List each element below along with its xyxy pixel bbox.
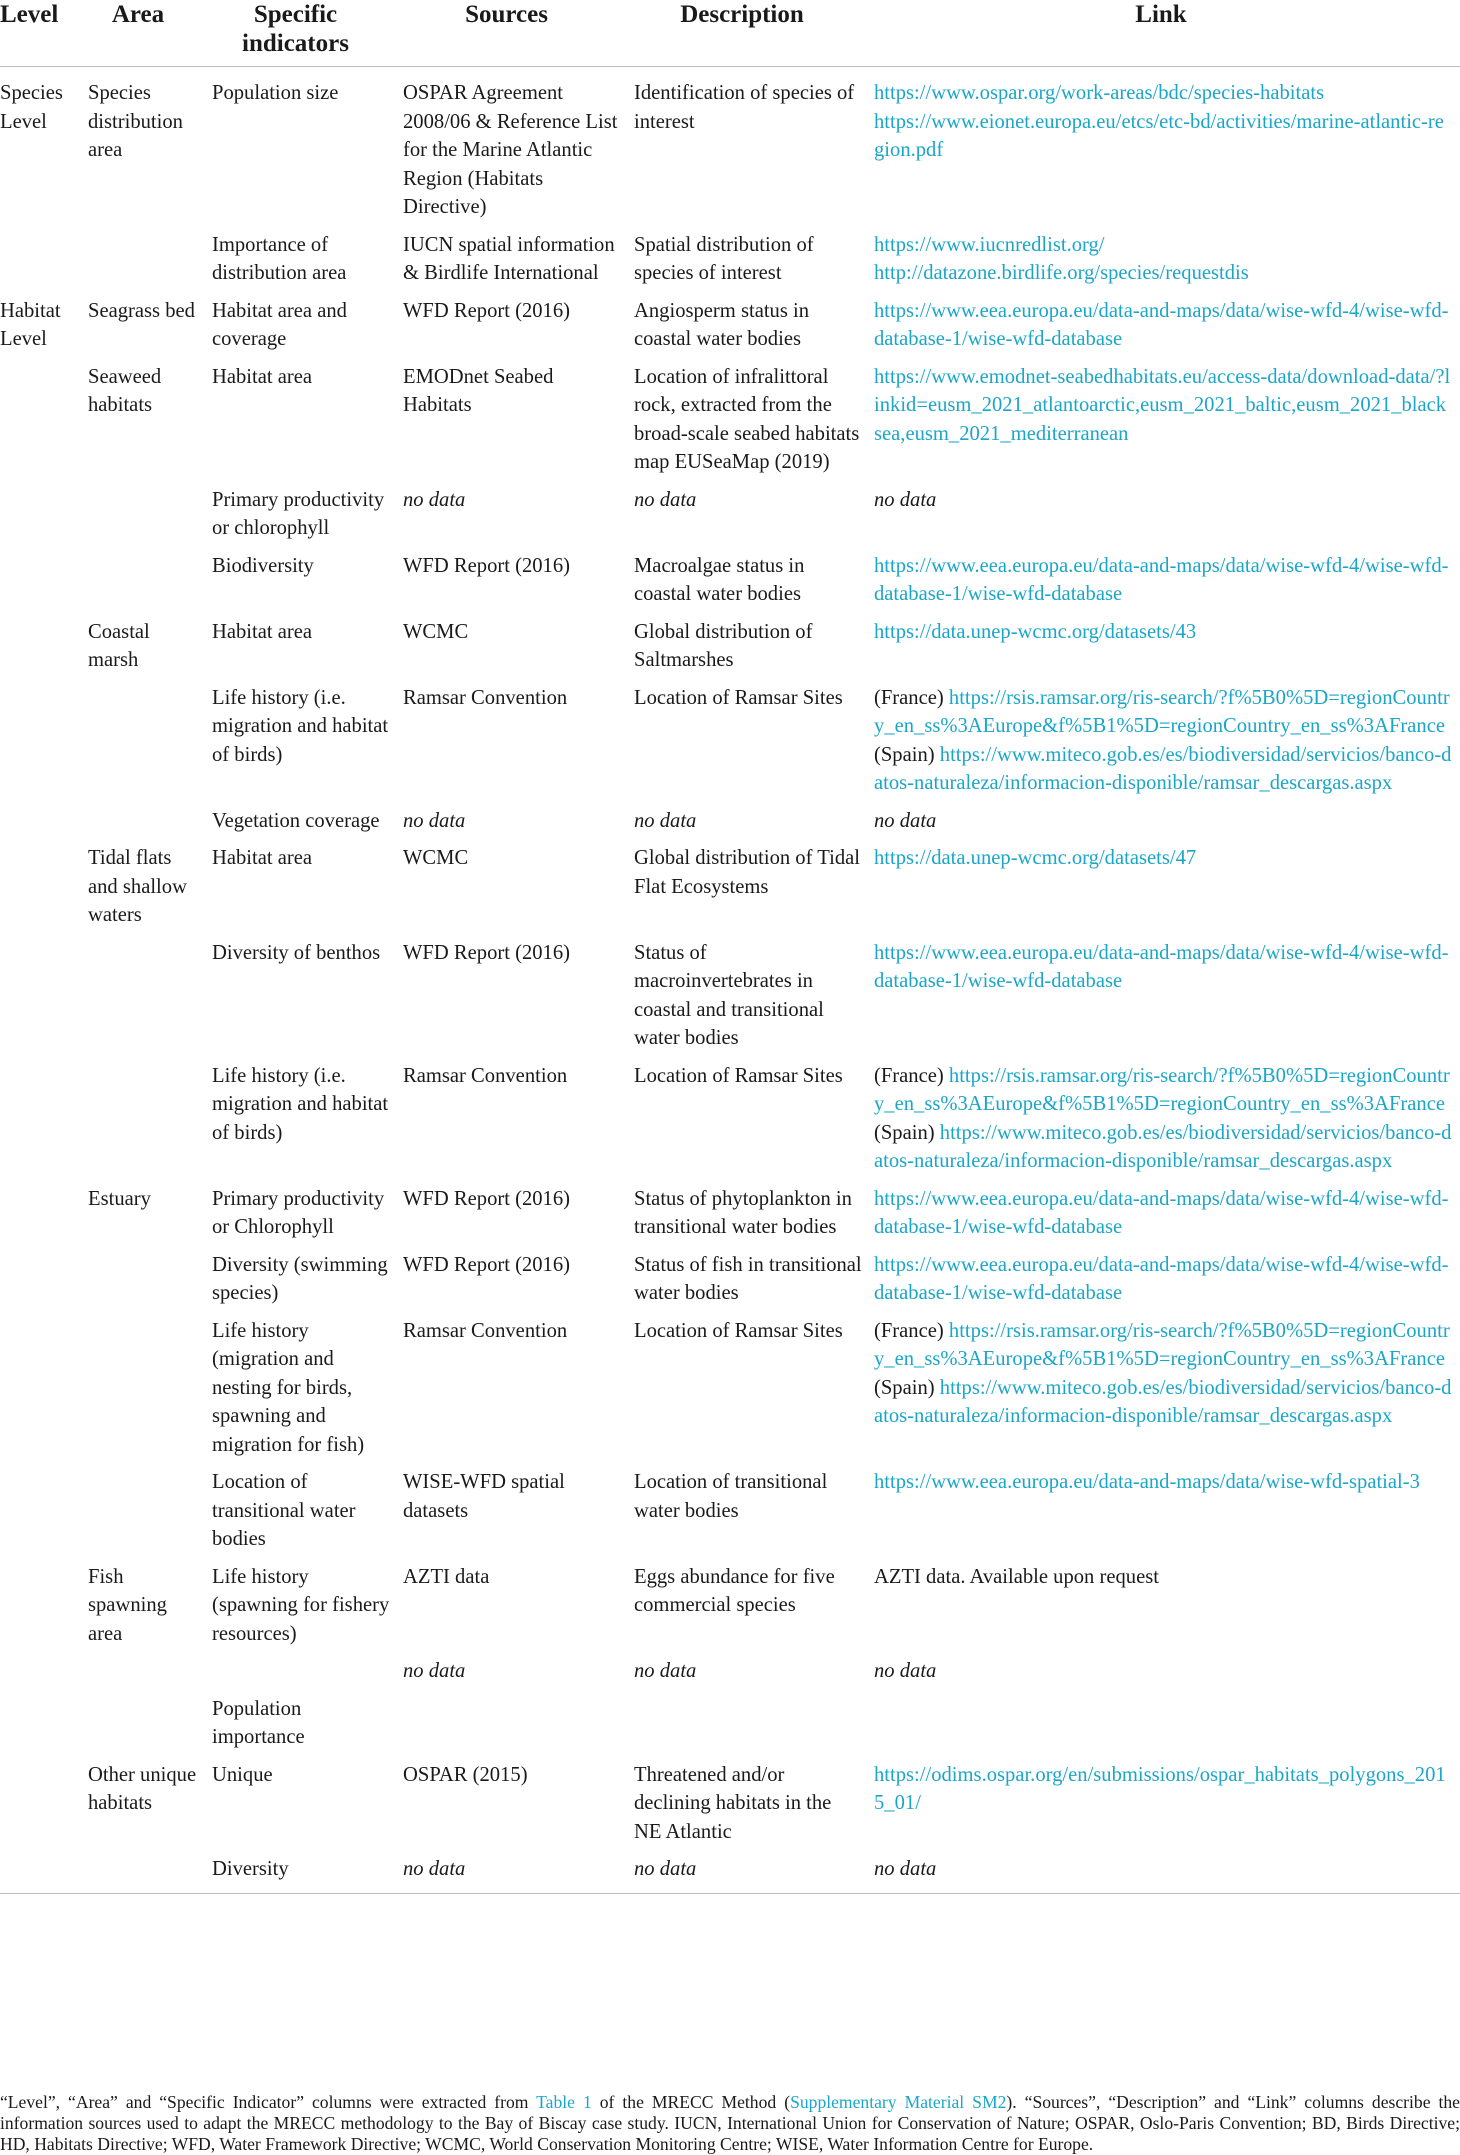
table-row xyxy=(0,618,1460,684)
table-row xyxy=(0,1062,1460,1185)
link-cell xyxy=(874,1251,1454,1317)
table-row xyxy=(0,363,1460,486)
source-link[interactable]: https://www.miteco.gob.es/es/biodiversidad/servicios/banco-datos-naturaleza/informacion-disponible/ramsar_descargas.aspx xyxy=(874,1121,1452,1172)
level-cell: Habitat Level xyxy=(0,299,61,350)
description-cell: Location of infralittoral rock, extracted from the broad-scale seabed habitats map EUSeaMap (2019) xyxy=(634,365,860,473)
source-cell: no data xyxy=(403,809,466,832)
source-cell: WISE-WFD spatial datasets xyxy=(403,1471,565,1522)
source-cell: OSPAR (2015) xyxy=(403,1763,528,1786)
source-cell: WCMC xyxy=(403,620,469,643)
table-row xyxy=(0,684,1460,807)
country-label: (France) xyxy=(874,1064,949,1087)
source-cell: WFD Report (2016) xyxy=(403,1187,571,1210)
link-cell xyxy=(874,1062,1454,1185)
table-1-link[interactable]: Table 1 xyxy=(536,2092,592,2112)
description-cell: no data xyxy=(634,1660,697,1682)
indicator-cell: Primary productivity or Chlorophyll xyxy=(212,1187,385,1238)
source-link[interactable]: https://www.eea.europa.eu/data-and-maps/data/wise-wfd-4/wise-wfd-database-1/wise-wfd-database xyxy=(874,941,1449,992)
indicator-cell: Habitat area and coverage xyxy=(212,299,347,350)
description-cell: Location of Ramsar Sites xyxy=(634,1064,843,1087)
table-row xyxy=(0,844,1460,939)
table-row xyxy=(0,231,1460,297)
area-cell: Seagrass bed xyxy=(88,299,195,322)
table-row xyxy=(0,1761,1460,1856)
description-cell: Angiosperm status in coastal water bodies xyxy=(634,299,810,350)
country-label: (Spain) xyxy=(874,1376,940,1399)
description-cell: no data xyxy=(634,809,697,832)
table-row xyxy=(0,552,1460,618)
source-cell: no data xyxy=(403,1858,466,1880)
indicator-cell: Population size xyxy=(212,82,339,104)
indicator-cell: Location of transitional water bodies xyxy=(212,1471,356,1550)
link-cell xyxy=(874,363,1454,458)
area-cell: Estuary xyxy=(88,1187,151,1210)
source-link[interactable]: https://www.eea.europa.eu/data-and-maps/data/wise-wfd-spatial-3 xyxy=(874,1471,1420,1493)
indicator-cell: Life history (migration and nesting for birds, spawning and migration for fish) xyxy=(212,1319,365,1456)
link-cell xyxy=(874,79,1454,174)
source-link[interactable]: https://www.eea.europa.eu/data-and-maps/data/wise-wfd-4/wise-wfd-database-1/wise-wfd-database xyxy=(874,554,1449,605)
supplementary-material-link[interactable]: Supplementary Material SM2 xyxy=(790,2092,1007,2112)
indicator-cell: Diversity xyxy=(212,1858,289,1880)
link-cell xyxy=(874,1317,1454,1440)
indicator-cell: Life history (i.e. migration and habitat of birds) xyxy=(212,686,389,766)
source-link[interactable]: https://www.iucnredlist.org/ xyxy=(874,233,1105,256)
table-row xyxy=(0,67,1460,231)
description-cell: Status of macroinvertebrates in coastal and transitional water bodies xyxy=(634,941,824,1049)
link-cell: no data xyxy=(874,1858,937,1880)
link-cell xyxy=(874,1761,1454,1827)
link-cell xyxy=(874,1185,1454,1251)
description-cell: Location of Ramsar Sites xyxy=(634,1319,843,1342)
description-cell: Threatened and/or declining habitats in the NE Atlantic xyxy=(634,1763,832,1843)
link-cell xyxy=(874,684,1454,807)
table-row xyxy=(0,1563,1460,1658)
country-label: (France) xyxy=(874,686,949,709)
footnote-text: “Level”, “Area” and “Specific Indicator” columns were extracted from xyxy=(0,2092,537,2112)
source-link[interactable]: https://odims.ospar.org/en/submissions/ospar_habitats_polygons_2015_01/ xyxy=(874,1763,1446,1814)
indicator-cell: Population importance xyxy=(212,1697,305,1748)
link-cell: no data xyxy=(874,488,937,511)
source-cell: OSPAR Agreement 2008/06 & Reference List for the Marine Atlantic Region (Habitats Directive) xyxy=(403,82,618,218)
description-cell: Spatial distribution of species of interest xyxy=(634,233,814,284)
source-cell: WFD Report (2016) xyxy=(403,941,571,964)
source-cell: AZTI data xyxy=(403,1565,490,1588)
footnote-text: of the MRECC Method ( xyxy=(591,2092,791,2112)
table-row xyxy=(0,1657,1460,1695)
link-cell xyxy=(874,618,1454,656)
source-cell: no data xyxy=(403,1660,466,1682)
description-cell: Identification of species of interest xyxy=(634,82,855,133)
source-link[interactable]: https://www.ospar.org/work-areas/bdc/species-habitats xyxy=(874,82,1325,104)
indicator-cell: Vegetation coverage xyxy=(212,809,380,832)
country-label: (Spain) xyxy=(874,743,940,766)
description-cell: Status of phytoplankton in transitional water bodies xyxy=(634,1187,852,1238)
source-link[interactable]: https://data.unep-wcmc.org/datasets/43 xyxy=(874,620,1197,643)
table-row xyxy=(0,1695,1460,1761)
link-cell xyxy=(874,231,1454,297)
description-cell: Status of fish in transitional water bodies xyxy=(634,1253,862,1304)
link-cell xyxy=(874,552,1454,618)
table-footnote xyxy=(0,2092,1460,2155)
country-label: (Spain) xyxy=(874,1121,940,1144)
area-cell: Seaweed habitats xyxy=(88,365,162,416)
table-row xyxy=(0,1317,1460,1469)
source-link[interactable]: https://rsis.ramsar.org/ris-search/?f%5B0%5D=regionCountry_en_ss%3AEurope&f%5B1%5D=regionCountry_en_ss%3AFrance xyxy=(874,1319,1450,1370)
description-cell: Location of transitional water bodies xyxy=(634,1471,828,1522)
indicator-cell: Primary productivity or chlorophyll xyxy=(212,488,385,539)
header-level: Level xyxy=(0,0,76,67)
indicator-cell: Unique xyxy=(212,1763,273,1786)
indicator-cell: Habitat area xyxy=(212,365,313,388)
area-cell: Coastal marsh xyxy=(88,620,150,671)
source-cell: EMODnet Seabed Habitats xyxy=(403,365,554,416)
source-link[interactable]: https://data.unep-wcmc.org/datasets/47 xyxy=(874,847,1197,869)
source-link[interactable]: https://www.miteco.gob.es/es/biodiversidad/servicios/banco-datos-naturaleza/informacion-disponible/ramsar_descargas.aspx xyxy=(874,1376,1452,1427)
source-link[interactable]: https://www.eea.europa.eu/data-and-maps/data/wise-wfd-4/wise-wfd-database-1/wise-wfd-database xyxy=(874,1253,1449,1304)
source-cell: Ramsar Convention xyxy=(403,1064,568,1087)
source-link[interactable]: https://rsis.ramsar.org/ris-search/?f%5B0%5D=regionCountry_en_ss%3AEurope&f%5B1%5D=regionCountry_en_ss%3AFrance xyxy=(874,1064,1450,1115)
description-cell: no data xyxy=(634,1858,697,1880)
link-cell: AZTI data. Available upon request xyxy=(874,1565,1159,1588)
source-cell: WFD Report (2016) xyxy=(403,554,571,577)
link-cell xyxy=(874,1468,1454,1506)
link-cell xyxy=(874,844,1454,882)
header-description: Description xyxy=(622,0,862,67)
header-indicator: Specific indicators xyxy=(200,0,391,67)
link-cell: no data xyxy=(874,1660,937,1682)
source-link[interactable]: https://www.emodnet-seabedhabitats.eu/access-data/download-data/?linkid=eusm_2021_atlantoarctic,eusm_2021_baltic,eusm_2021_blacksea,eusm_2021_mediterranean xyxy=(874,365,1451,445)
table-row xyxy=(0,486,1460,552)
source-link[interactable]: https://www.eionet.europa.eu/etcs/etc-bd/activities/marine-atlantic-region.pdf xyxy=(874,110,1444,161)
source-cell: Ramsar Convention xyxy=(403,686,568,709)
table-row xyxy=(0,297,1460,363)
header-row xyxy=(0,0,1460,67)
source-cell: IUCN spatial information & Birdlife International xyxy=(403,233,615,284)
description-cell: Location of Ramsar Sites xyxy=(634,686,843,709)
country-label: (France) xyxy=(874,1319,949,1342)
indicator-cell: Habitat area xyxy=(212,620,313,643)
table-bottom-rule xyxy=(0,1893,1460,1894)
description-cell: Macroalgae status in coastal water bodies xyxy=(634,554,805,605)
description-cell: Eggs abundance for five commercial species xyxy=(634,1565,835,1616)
source-cell: WFD Report (2016) xyxy=(403,299,571,322)
indicator-cell: Diversity of benthos xyxy=(212,941,381,964)
table-row xyxy=(0,1855,1460,1893)
header-sources: Sources xyxy=(391,0,622,67)
indicator-cell: Diversity (swimming species) xyxy=(212,1253,388,1304)
table-row xyxy=(0,1251,1460,1317)
source-link[interactable]: https://rsis.ramsar.org/ris-search/?f%5B0%5D=regionCountry_en_ss%3AEurope&f%5B1%5D=regionCountry_en_ss%3AFrance xyxy=(874,686,1450,737)
footnote-text: ). “Sources”, “Description” and “Link” columns describe the information sources used to adapt the MRECC methodology to the Bay of Biscay case study. IUCN, International Union for Conservation of Nature; OSPAR, Oslo-Paris Convention; BD, Birds Directive; HD, Habitats Directive; WFD, Water Framework Directive; WCMC, World Conservation Monitoring Centre; WISE, Water Information Centre for Europe. xyxy=(0,2092,1460,2154)
area-cell: Tidal flats and shallow waters xyxy=(88,847,187,926)
link-cell xyxy=(874,939,1454,1005)
source-link[interactable]: https://www.miteco.gob.es/es/biodiversidad/servicios/banco-datos-naturaleza/informacion-disponible/ramsar_descargas.aspx xyxy=(874,743,1452,794)
link-cell: no data xyxy=(874,809,937,832)
indicator-cell: Habitat area xyxy=(212,847,313,869)
header-area: Area xyxy=(76,0,200,67)
source-link[interactable]: http://datazone.birdlife.org/species/requestdis xyxy=(874,262,1249,284)
source-cell: Ramsar Convention xyxy=(403,1319,568,1342)
indicator-cell: Life history (i.e. migration and habitat of birds) xyxy=(212,1064,389,1144)
description-cell: Global distribution of Saltmarshes xyxy=(634,620,813,671)
level-cell: Species Level xyxy=(0,82,63,133)
indicator-cell: Importance of distribution area xyxy=(212,233,347,284)
link-cell xyxy=(874,297,1454,363)
indicator-cell: Biodiversity xyxy=(212,554,314,577)
table-row xyxy=(0,939,1460,1062)
table-row xyxy=(0,807,1460,845)
source-cell: WCMC xyxy=(403,847,469,869)
source-link[interactable]: https://www.eea.europa.eu/data-and-maps/data/wise-wfd-4/wise-wfd-database-1/wise-wfd-database xyxy=(874,299,1449,350)
description-cell: no data xyxy=(634,488,697,511)
area-cell: Species distribution area xyxy=(88,82,183,161)
table-row xyxy=(0,1468,1460,1563)
description-cell: Global distribution of Tidal Flat Ecosystems xyxy=(634,847,860,898)
area-cell: Fish spawning area xyxy=(88,1565,167,1645)
header-link: Link xyxy=(862,0,1460,67)
source-link[interactable]: https://www.eea.europa.eu/data-and-maps/data/wise-wfd-4/wise-wfd-database-1/wise-wfd-database xyxy=(874,1187,1449,1238)
area-cell: Other unique habitats xyxy=(88,1763,197,1814)
table-row xyxy=(0,1185,1460,1251)
source-cell: no data xyxy=(403,488,466,511)
indicator-cell: Life history (spawning for fishery resources) xyxy=(212,1565,390,1645)
source-cell: WFD Report (2016) xyxy=(403,1253,571,1276)
